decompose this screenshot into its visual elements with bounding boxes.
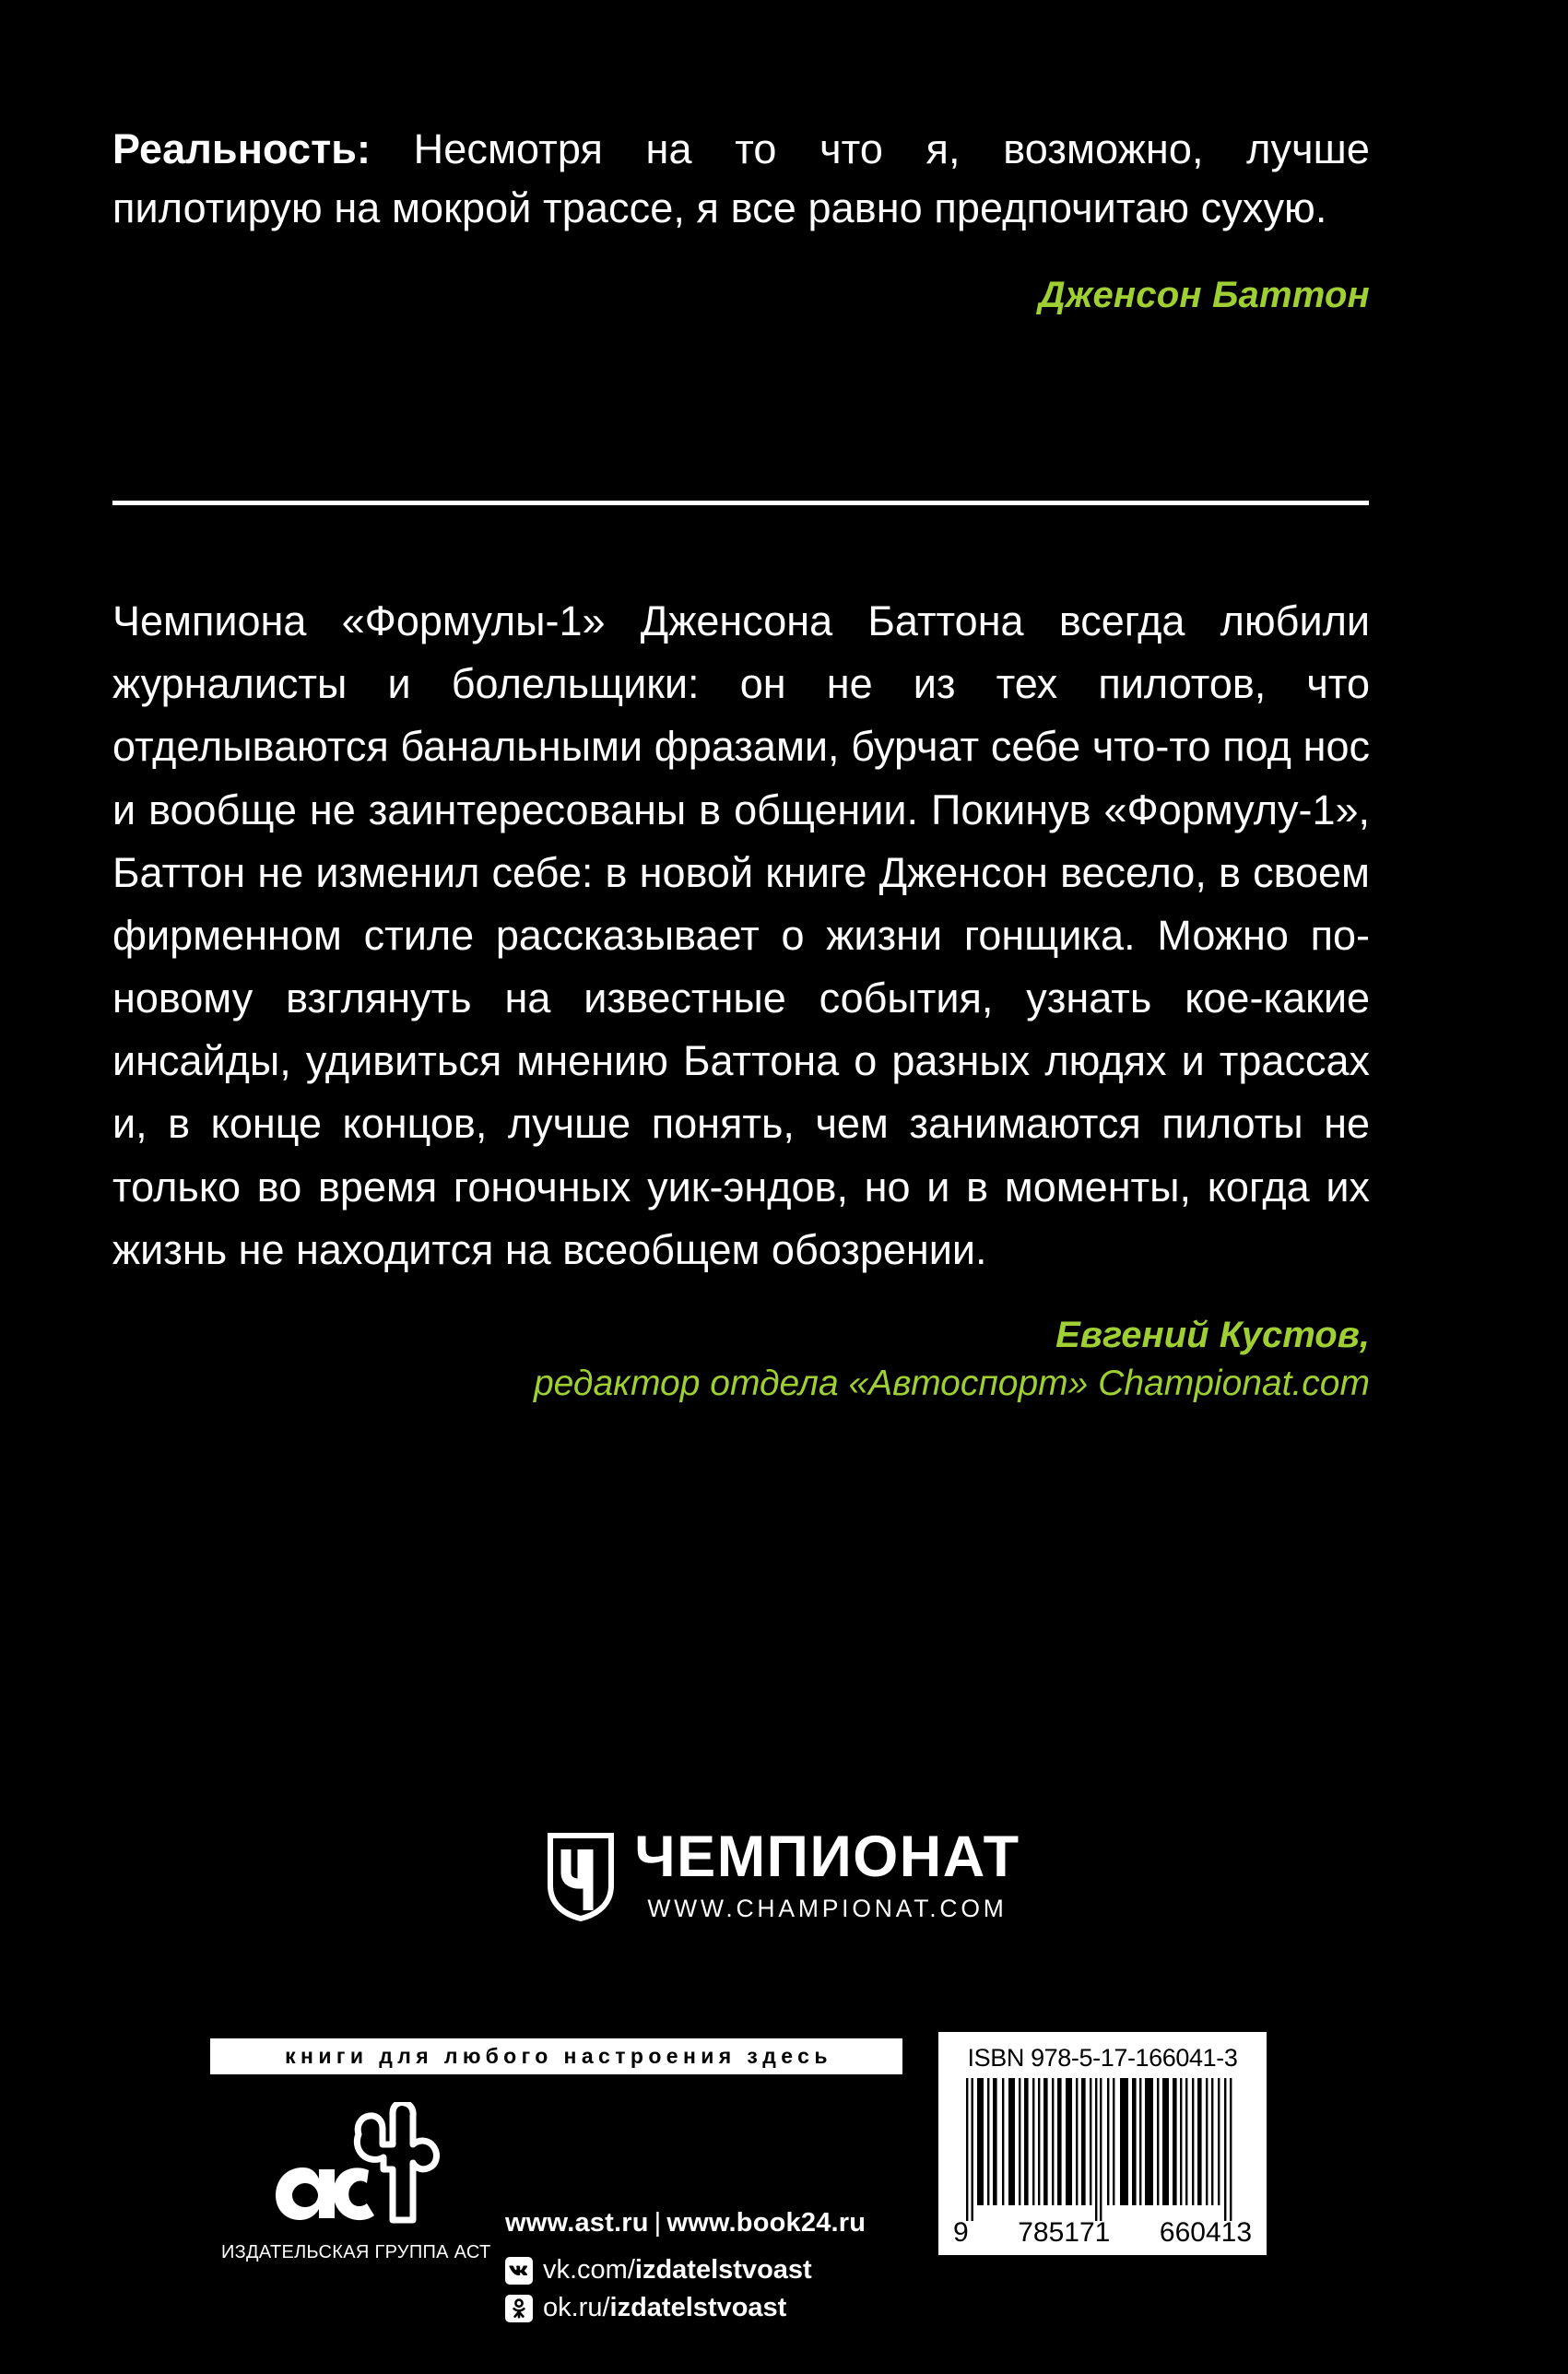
blurb-attribution xyxy=(112,1313,1370,1407)
vk-prefix: vk.com/ xyxy=(543,2255,635,2285)
tagline-banner xyxy=(210,2038,902,2074)
editor-name: Евгений Кустов, xyxy=(1055,1314,1370,1355)
quote-block xyxy=(112,120,1370,316)
ast-website-link[interactable]: www.ast.ru xyxy=(505,2208,649,2238)
blurb-block xyxy=(112,590,1370,1406)
ast-cactus-logo xyxy=(263,2102,447,2236)
vk-link-text[interactable] xyxy=(543,2255,812,2285)
website-links[interactable] xyxy=(505,2208,866,2238)
social-link-vk[interactable] xyxy=(505,2255,866,2285)
vk-handle: izdatelstvoast xyxy=(634,2255,812,2285)
barcode-digits xyxy=(948,2217,1257,2249)
barcode-bars xyxy=(964,2078,1241,2221)
social-link-ok[interactable] xyxy=(505,2293,866,2323)
quote-attribution: Дженсон Баттон xyxy=(1038,274,1370,315)
footer xyxy=(0,2028,1568,2374)
championat-logo-inner xyxy=(548,1825,1020,1928)
ok-icon xyxy=(505,2295,533,2322)
links-block xyxy=(505,2208,866,2323)
blurb-paragraph: Чемпиона «Формулы-1» Дженсона Баттона всегда любили журналисты и болельщики: он не из тех пилотов, что отделываются банальными фразами, бурчат себе что-то под нос и вообще не заинтересованы в общении. Покинув «Формулу-1», Баттон не изменил себе: в новой книге Дженсон весело, в своем фирменном стиле рассказывает о жизни гонщика. Можно по-новому взглянуть на известные события, узнать кое-какие инсайды, удивиться мнению Баттона о разных людях и трассах и, в конце концов, лучше понять, чем занимаются пилоты не только во время гоночных уик-эндов, но и в моменты, когда их жизнь не находится на всеобщем обозрении. xyxy=(112,597,1370,1273)
vk-icon xyxy=(505,2257,533,2285)
editor-role: редактор отдела «Автоспорт» Championat.com xyxy=(533,1363,1370,1403)
ok-prefix: ok.ru/ xyxy=(543,2293,610,2322)
quote-lead-label: Реальность: xyxy=(112,125,371,172)
barcode-digit-right: 660413 xyxy=(1159,2217,1252,2248)
championat-logo xyxy=(0,1825,1568,1928)
championat-wordmark xyxy=(634,1825,1020,1928)
publisher-block xyxy=(221,2102,489,2263)
championat-name: ЧЕМПИОНАТ xyxy=(634,1825,1020,1889)
ok-handle: izdatelstvoast xyxy=(609,2293,787,2322)
publisher-caption: ИЗДАТЕЛЬСКАЯ ГРУППА АСТ xyxy=(221,2242,491,2262)
isbn-barcode xyxy=(938,2032,1267,2255)
isbn-label: ISBN 978-5-17-166041-3 xyxy=(967,2044,1238,2072)
championat-url: WWW.CHAMPIONAT.COM xyxy=(647,1894,1008,1922)
quote-paragraph xyxy=(112,120,1370,238)
ok-link-text[interactable] xyxy=(543,2293,786,2323)
barcode-digit-mid: 785171 xyxy=(1018,2217,1111,2248)
book24-website-link[interactable]: www.book24.ru xyxy=(666,2208,867,2238)
links-separator: | xyxy=(654,2208,662,2238)
championat-shield-icon xyxy=(548,1833,614,1921)
quote-body-text: Несмотря на то что я, возможно, лучше пилотирую на мокрой трассе, я все равно предпочитаю сухую. xyxy=(112,125,1370,231)
tagline-text: книги для любого настроения здесь xyxy=(285,2044,832,2068)
section-divider xyxy=(112,501,1369,505)
barcode-digit-left: 9 xyxy=(953,2217,969,2248)
